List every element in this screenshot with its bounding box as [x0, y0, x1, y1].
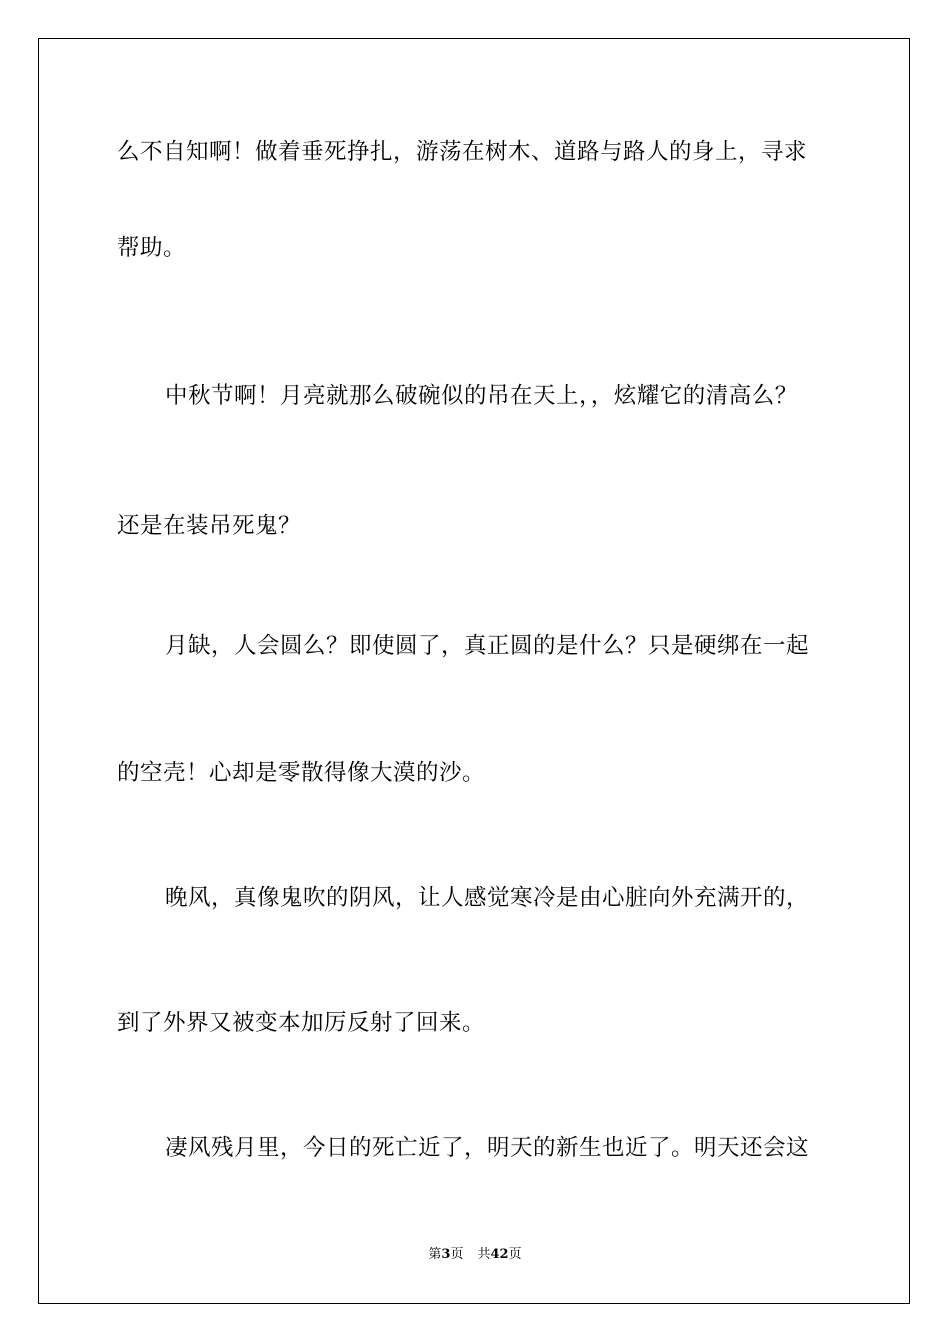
text-line-2: 帮助。 — [117, 235, 187, 261]
text-line-7: 晚风，真像鬼吹的阴风，让人感觉寒冷是由心脏向外充满开的， — [165, 885, 810, 911]
text-line-1: 么不自知啊！做着垂死挣扎，游荡在树木、道路与路人的身上，寻求 — [117, 139, 808, 165]
text-line-9: 凄风残月里，今日的死亡近了，明天的新生也近了。明天还会这 — [165, 1135, 810, 1161]
text-line-5: 月缺，人会圆么？即使圆了，真正圆的是什么？只是硬绑在一起 — [165, 633, 810, 659]
page-footer — [0, 1246, 950, 1264]
text-line-8: 到了外界又被变本加厉反射了回来。 — [117, 1010, 486, 1036]
text-line-4: 还是在装吊死鬼？ — [117, 513, 302, 539]
text-line-6: 的空壳！心却是零散得像大漠的沙。 — [117, 760, 486, 786]
footer-page-prefix: 第 — [428, 1247, 442, 1262]
footer-total-prefix: 共 — [477, 1247, 491, 1262]
footer-page-suffix: 页 — [450, 1247, 464, 1262]
footer-total-pages: 42 — [490, 1247, 509, 1262]
footer-page-number: 3 — [441, 1247, 451, 1262]
page-border — [38, 38, 910, 1304]
text-line-3: 中秋节啊！月亮就那么破碗似的吊在天上，，炫耀它的清高么？ — [165, 383, 798, 409]
footer-total-suffix: 页 — [508, 1247, 522, 1262]
